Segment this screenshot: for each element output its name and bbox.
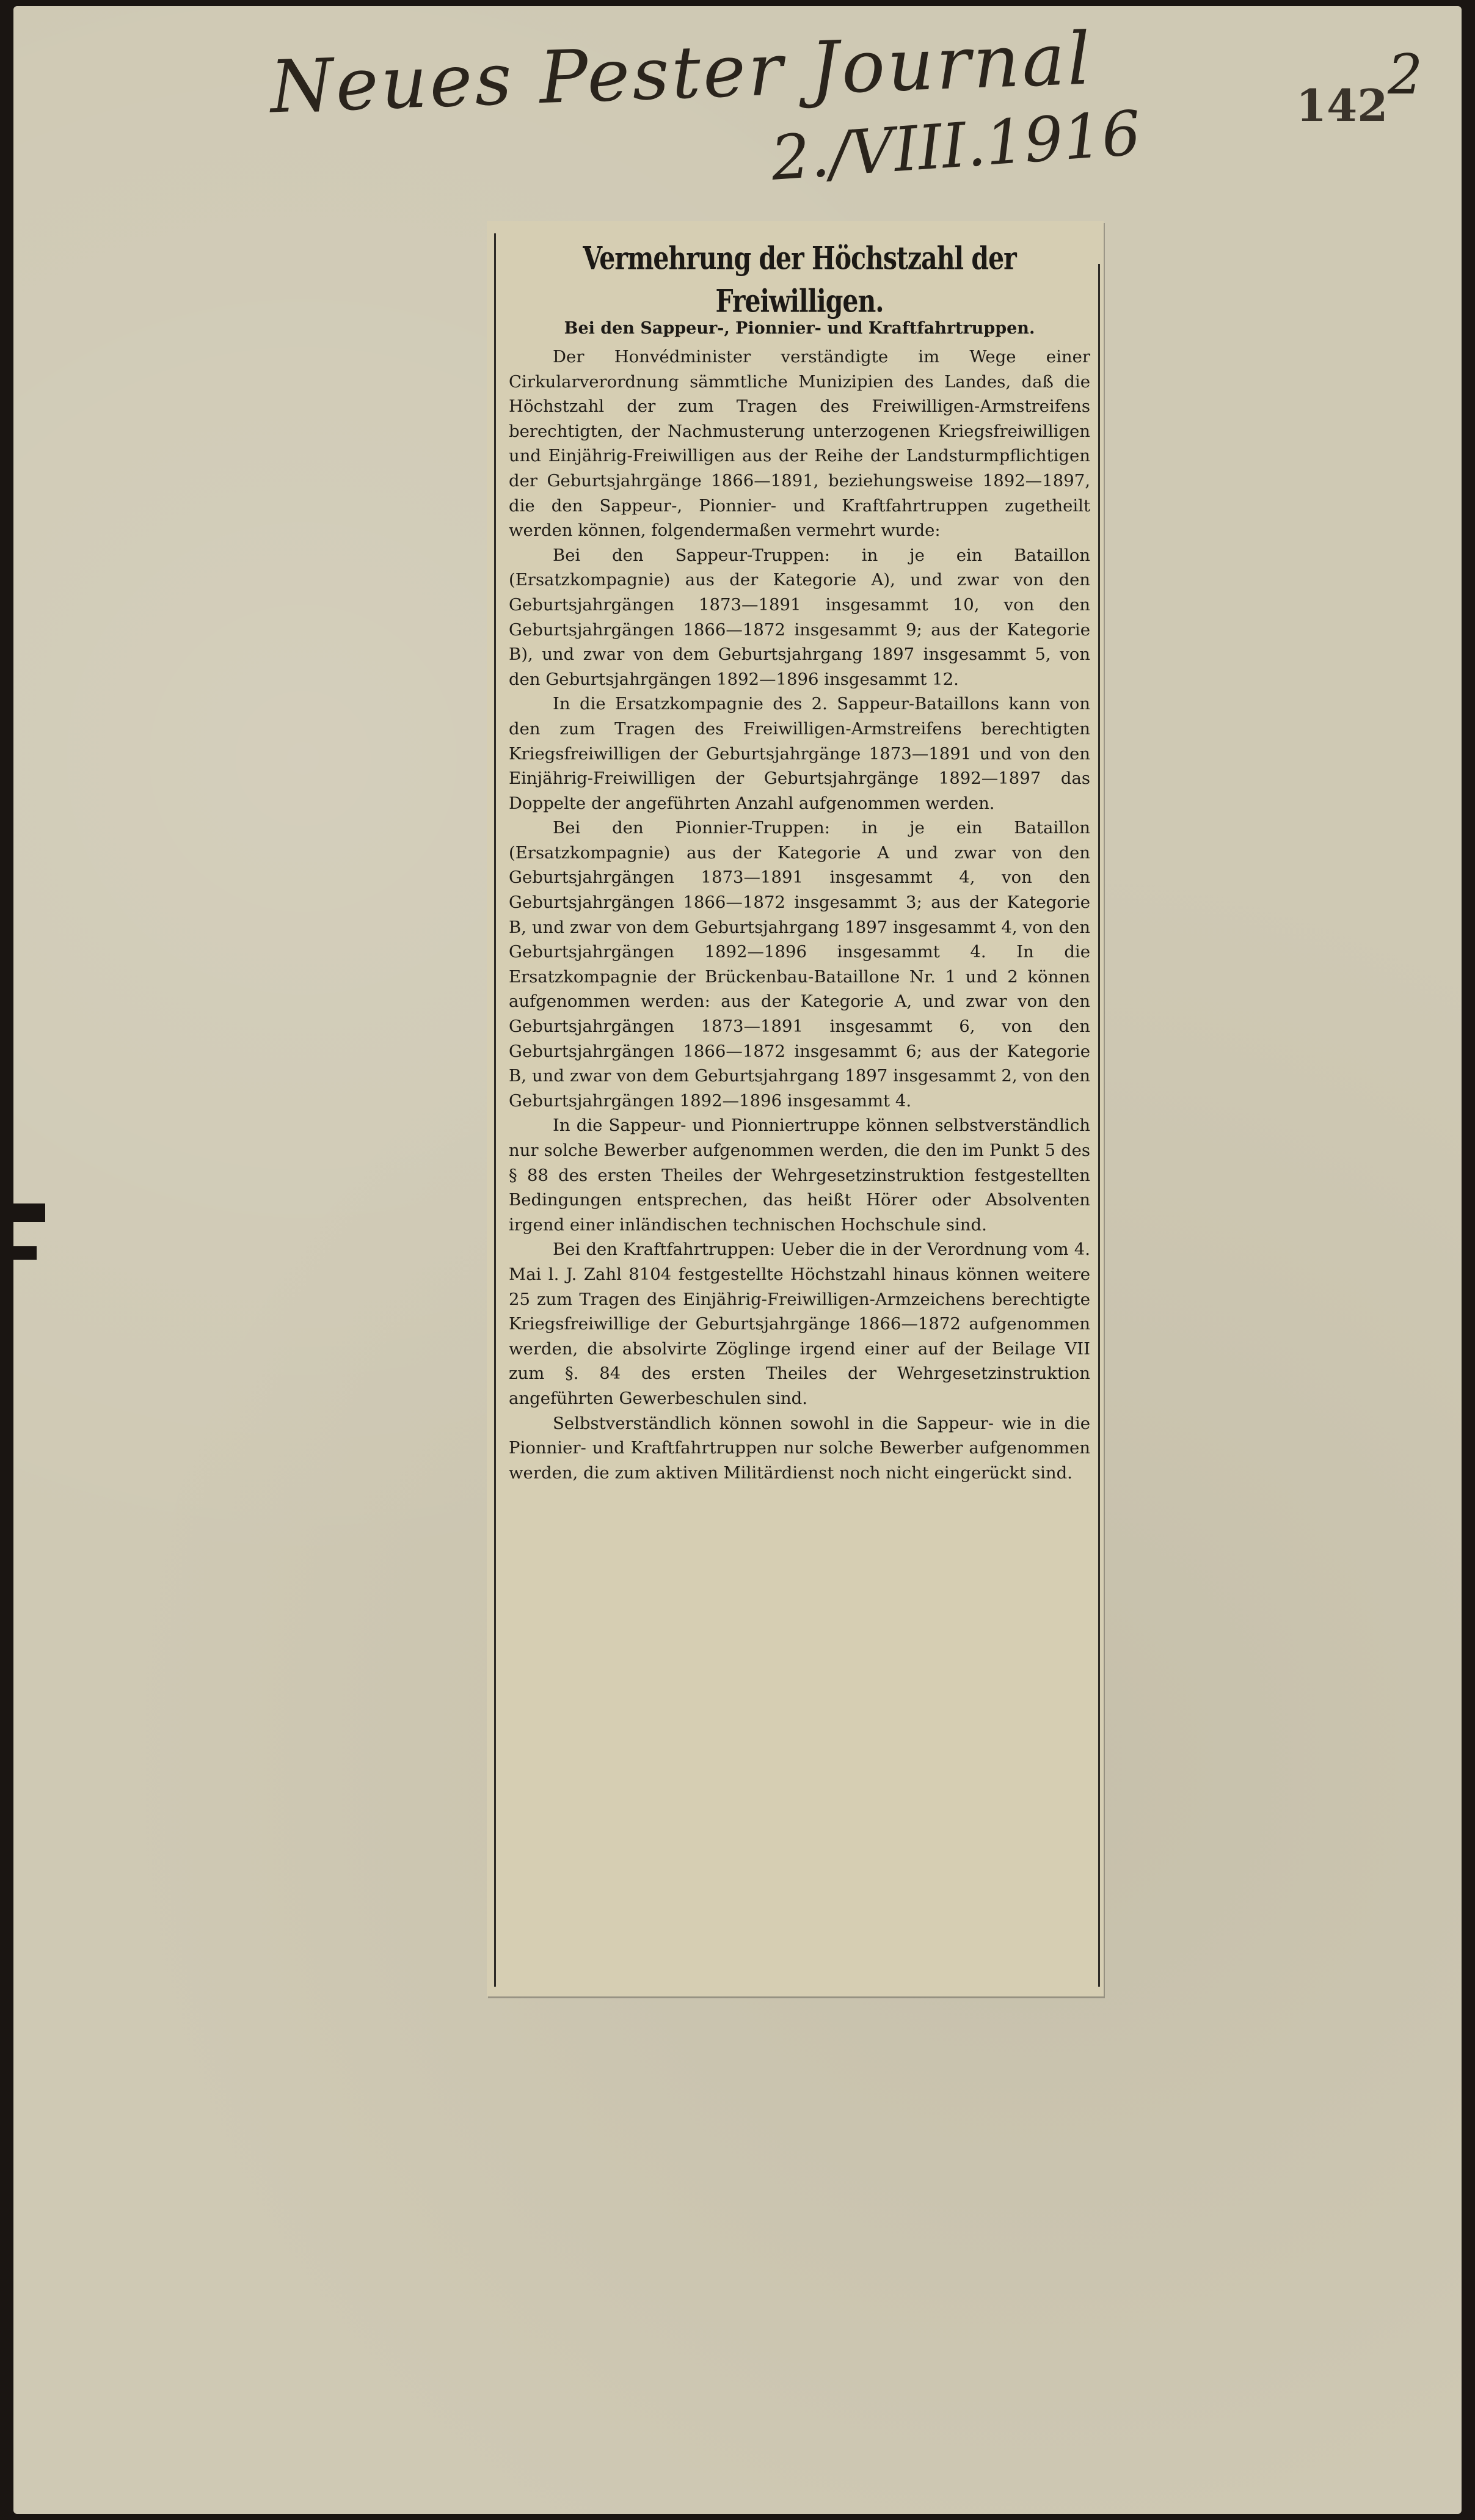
article-paragraph: In die Ersatzkompagnie des 2. Sappeur-Bataillons kann von den zum Tragen des Freiwilligen-Armstreifens berechtigten Kriegsfreiwilligen der Geburtsjahrgänge 1873—1891 und von den Einjährig-Freiwilligen der Geburtsjahrgänge 1892—1897 das Doppelte der angeführten Anzahl aufgenommen werden. [509, 694, 1090, 813]
corner-ink-mark: 2 [1388, 43, 1423, 107]
page-number: 142 [1296, 79, 1388, 131]
handwritten-date-note: 2./VIII.1916 [768, 97, 1143, 194]
article-paragraph: Bei den Kraftfahrtruppen: Ueber die in der Verordnung vom 4. Mai l. J. Zahl 8104 festgestellte Höchstzahl hinaus können weitere 25 zum Tragen des Einjährig-Freiwilligen-Armzeichens berechtigte Kriegsfreiwillige der Geburtsjahrgänge 1866—1872 aufgenommen werden, die absolvirte Zöglinge irgend einer auf der Beilage VII zum §. 84 des ersten Theiles der Wehrgesetzinstruktion angeführten Gewerbeschulen sind. [509, 1240, 1090, 1408]
article-paragraph: Selbstverständlich können sowohl in die Sappeur- wie in die Pionnier- und Kraftfahrtruppen nur solche Bewerber aufgenommen werden, die zum aktiven Militärdienst noch nicht eingerückt sind. [509, 1413, 1090, 1483]
article-title: Vermehrung der Höchstzahl der Freiwilligen. [583, 240, 1016, 320]
article-subtitle: Bei den Sappeur-, Pionnier- und Kraftfahrtruppen. [564, 319, 1035, 338]
newspaper-clipping [487, 221, 1104, 1996]
article-paragraph: Bei den Pionnier-Truppen: in je ein Bataillon (Ersatzkompagnie) aus der Kategorie A und zwar von den Geburtsjahrgängen 1873—1891 insgesammt 4, von den Geburtsjahrgängen 1866—1872 insgesammt 3; aus der Kategorie B, und zwar von dem Geburtsjahrgang 1897 insgesammt 4, von den Geburtsjahrgängen 1892—1896 insgesammt 4. In die Ersatzkompagnie der Brückenbau-Bataillone Nr. 1 und 2 können aufgenommen werden: aus der Kategorie A, und zwar von den Geburtsjahrgängen 1873—1891 insgesammt 6, von den Geburtsjahrgängen 1866—1872 insgesammt 6; aus der Kategorie B, und zwar von dem Geburtsjahrgang 1897 insgesammt 2, von den Geburtsjahrgängen 1892—1896 insgesammt 4. [509, 818, 1090, 1111]
article-paragraph: Der Honvédminister verständigte im Wege einer Cirkularverordnung sämmtliche Munizipien des Landes, daß die Höchstzahl der zum Tragen des Freiwilligen-Armstreifens berechtigten, der Nachmusterung unterzogenen Kriegsfreiwilligen und Einjährig-Freiwilligen aus der Reihe der Landsturmpflichtigen der Geburtsjahrgänge 1866—1891, beziehungsweise 1892—1897, die den Sappeur-, Pionnier- und Kraftfahrtruppen zugetheilt werden können, folgendermaßen vermehrt wurde: [509, 347, 1090, 541]
torn-edge [13, 1246, 37, 1260]
torn-edge [13, 1203, 45, 1222]
article-paragraph: In die Sappeur- und Pionniertruppe können selbstverständlich nur solche Bewerber aufgenommen werden, die den im Punkt 5 des § 88 des ersten Theiles der Wehrgesetzinstruktion festgestellten Bedingungen entsprechen, das heißt Hörer oder Absolventen irgend einer inländischen technischen Hochschule sind. [509, 1116, 1090, 1235]
article-paragraph: Bei den Sappeur-Truppen: in je ein Bataillon (Ersatzkompagnie) aus der Kategorie A), und zwar von den Geburtsjahrgängen 1873—1891 insgesammt 10, von den Geburtsjahrgängen 1866—1872 insgesammt 9; aus der Kategorie B), und zwar von dem Geburtsjahrgang 1897 insgesammt 5, von den Geburtsjahrgängen 1892—1896 insgesammt 12. [509, 545, 1090, 689]
archive-sheet [13, 6, 1462, 2514]
handwritten-source-note: Neues Pester Journal [269, 16, 1094, 130]
